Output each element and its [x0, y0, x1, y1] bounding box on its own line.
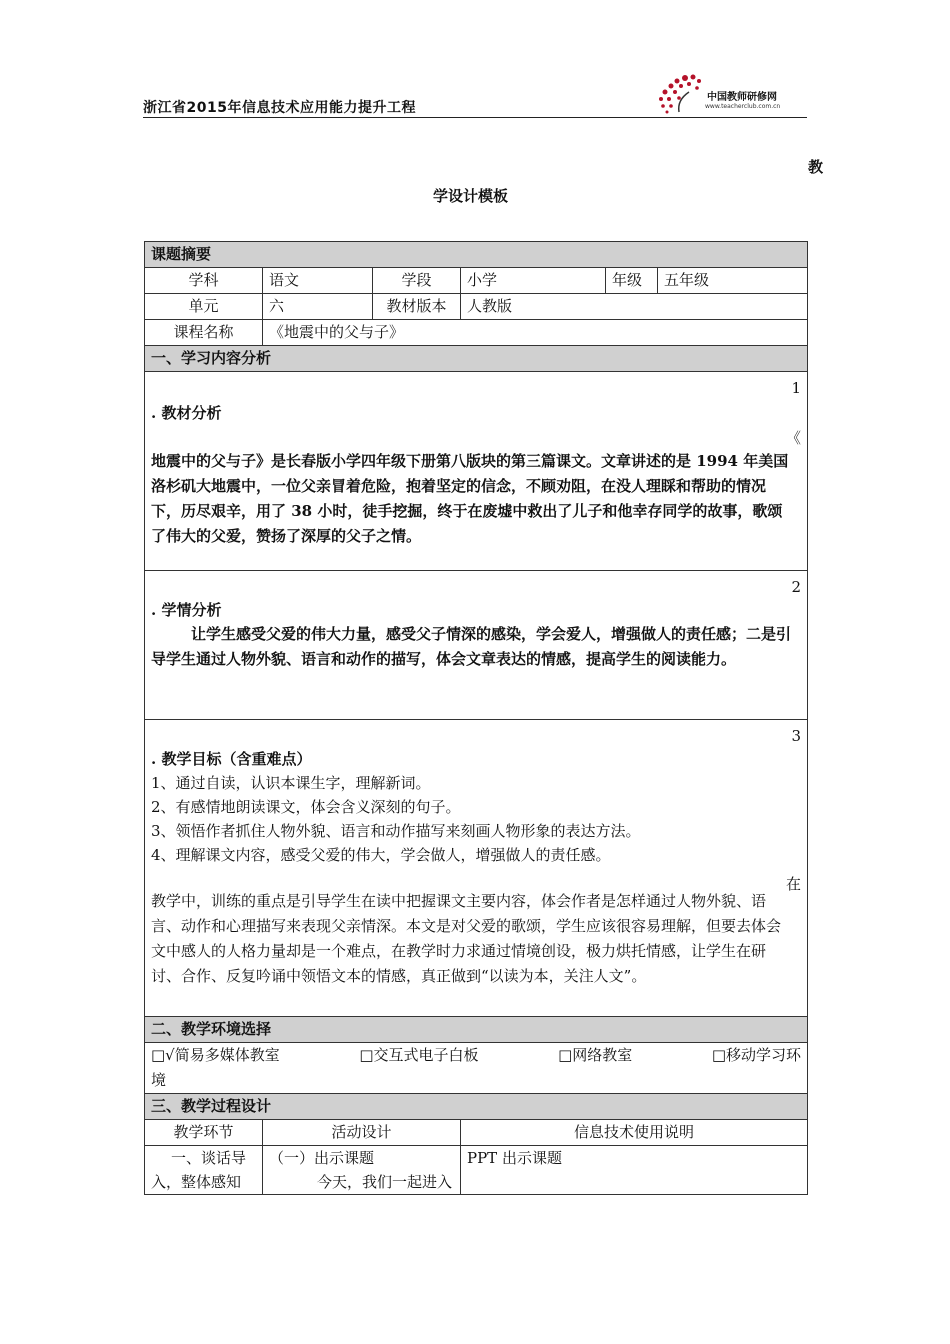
col-tech-header: 信息技术使用说明 — [461, 1120, 808, 1146]
goal-item: 3、领悟作者抓住人物外貌、语言和动作描写来刻画人物形象的表达方法。 — [151, 822, 641, 840]
goal-item: 2、有感情地朗读课文，体会含义深刻的句子。 — [151, 798, 461, 816]
env-option-whiteboard[interactable]: □交互式电子白板 — [359, 1046, 479, 1064]
doc-title: 学设计模板 — [433, 187, 509, 205]
logo-url: www.teacherclub.com.cn — [705, 103, 781, 110]
env-option-wrap: 境 — [151, 1071, 167, 1089]
subject-value: 语文 — [263, 268, 373, 294]
teacherclub-logo — [655, 72, 815, 117]
grade-value: 五年级 — [658, 268, 808, 294]
process-stage-cell — [145, 1146, 263, 1195]
part3-number: 3 — [791, 727, 802, 745]
part1-bracket: 《 — [786, 429, 802, 447]
goal-item: 4、理解课文内容，感受父爱的伟大，学会做人，增强做人的责任感。 — [151, 846, 611, 864]
edition-label: 教材版本 — [373, 294, 461, 320]
header-divider — [143, 117, 807, 118]
stage-line: 一、谈话导 — [171, 1149, 247, 1167]
logo-mark-icon — [655, 72, 707, 117]
section1-heading: 一、学习内容分析 — [145, 346, 808, 372]
edition-value: 人教版 — [461, 294, 808, 320]
section2-heading: 二、教学环境选择 — [145, 1017, 808, 1043]
process-activity-cell — [263, 1146, 461, 1195]
col-activity-header: 活动设计 — [263, 1120, 461, 1146]
course-label: 课程名称 — [145, 320, 263, 346]
section3-heading: 三、教学过程设计 — [145, 1094, 808, 1120]
goal-item: 1、通过自读，认识本课生字，理解新词。 — [151, 774, 431, 792]
stage-value: 小学 — [461, 268, 606, 294]
unit-label: 单元 — [145, 294, 263, 320]
course-value: 《地震中的父与子》 — [263, 320, 808, 346]
activity-line: （一）出示课题 — [269, 1149, 375, 1167]
part3-title: . 教学目标（含重难点） — [151, 750, 312, 768]
part1-text: 地震中的父与子》是长春版小学四年级下册第八版块的第三篇课文。文章讲述的是 1994 年美国洛杉矶大地震中，一位父亲冒着危险，抱着坚定的信念，不顾劝阻，在没人理睬和帮助的情况下，历尽艰辛，用了 38 小时，徒手挖掘，终于在废墟中救出了儿子和他幸存同学的故事，歌颂了伟大的父爱，赞扬了深厚的父子之情。 — [151, 452, 789, 545]
part3-text: 教学中，训练的重点是引导学生在读中把握课文主要内容，体会作者是怎样通过人物外貌、语言、动作和心理描写来表现父亲情深。本文是对父爱的歌颂，学生应该很容易理解，但要去体会文中感人的人格力量却是一个难点，在教学时力求通过情境创设，极力烘托情感，让学生在研讨、合作、反复吟诵中领悟文本的情感，真正做到“以读为本，关注人文”。 — [151, 892, 782, 985]
environment-options — [145, 1043, 808, 1094]
student-analysis — [145, 571, 808, 720]
env-option-network[interactable]: □网络教室 — [558, 1046, 633, 1064]
env-option-mobile[interactable]: □移动学习环 — [711, 1046, 802, 1064]
part2-number: 2 — [791, 578, 802, 596]
part2-text: 让学生感受父爱的伟大力量，感受父子情深的感染，学会爱人，增强做人的责任感；二是引导学生通过人物外貌、语言和动作的描写，体会文章表达的情感，提高学生的阅读能力。 — [151, 625, 792, 668]
doc-title-first-char: 教 — [808, 158, 824, 176]
lesson-plan-table — [144, 241, 808, 1195]
unit-value: 六 — [263, 294, 373, 320]
env-option-multimedia[interactable]: □√简易多媒体教室 — [151, 1046, 280, 1064]
summary-heading: 课题摘要 — [145, 242, 808, 268]
activity-line: 今天，我们一起进入 — [316, 1173, 452, 1191]
part2-title: . 学情分析 — [151, 601, 222, 619]
textbook-analysis — [145, 372, 808, 571]
teaching-goals — [145, 720, 808, 1017]
stage-label: 学段 — [373, 268, 461, 294]
part1-number: 1 — [791, 379, 802, 397]
grade-label: 年级 — [606, 268, 658, 294]
process-tech-cell: PPT 出示课题 — [461, 1146, 808, 1195]
logo-name: 中国教师研修网 — [707, 92, 777, 103]
part3-side-char: 在 — [786, 875, 802, 893]
stage-line: 入，整体感知 — [151, 1173, 242, 1191]
header-title: 浙江省2015年信息技术应用能力提升工程 — [143, 100, 416, 116]
part1-title: . 教材分析 — [151, 404, 222, 422]
col-stage-header: 教学环节 — [145, 1120, 263, 1146]
subject-label: 学科 — [145, 268, 263, 294]
